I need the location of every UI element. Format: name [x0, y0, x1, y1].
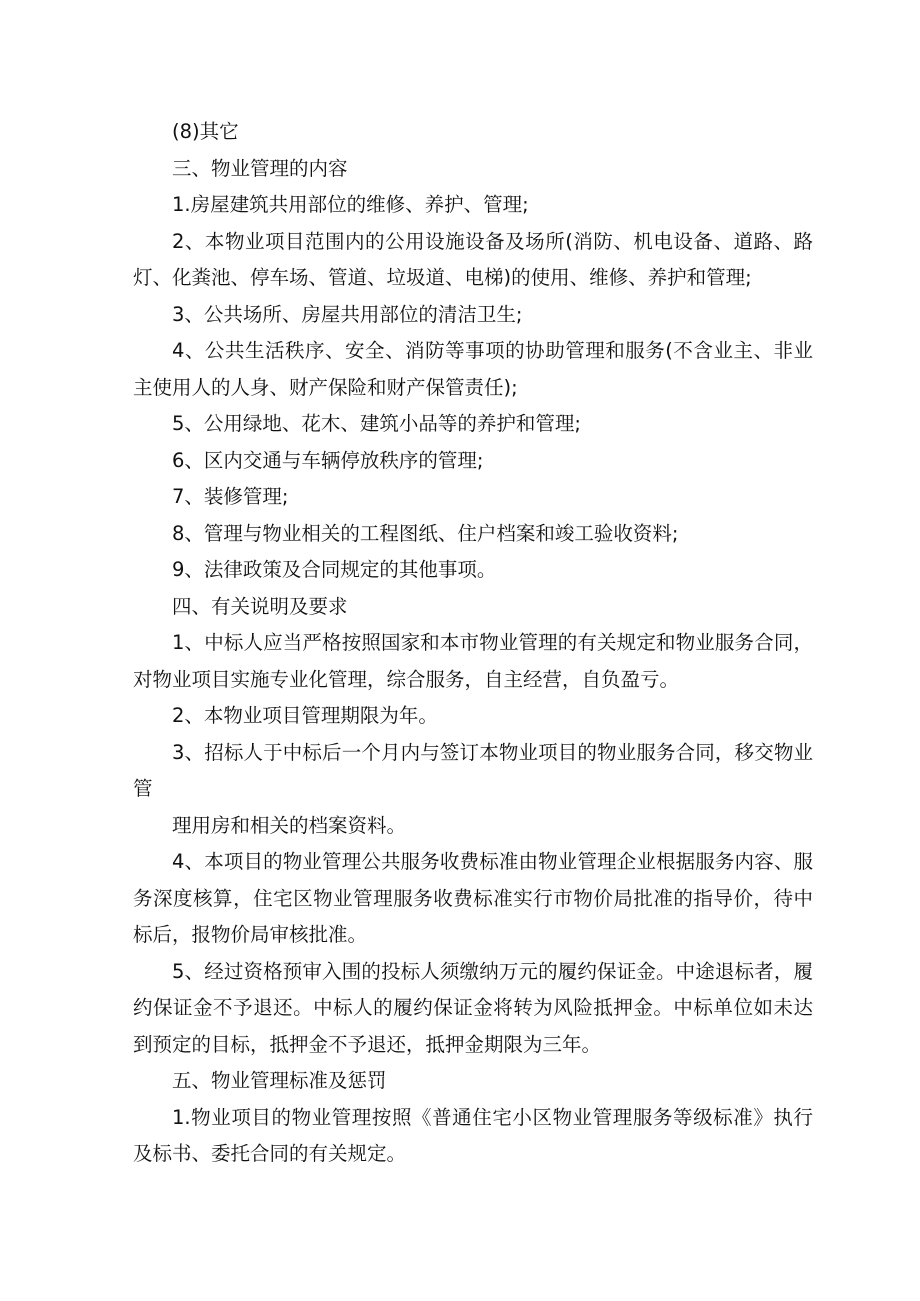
paragraph-4-2: 2、本物业项目管理期限为年。: [172, 704, 438, 727]
paragraph-4-4: 4、本项目的物业管理公共服务收费标准由物业管理企业根据服务内容、服务深度核算，住宅区物业管理服务收费标准实行市物价局批准的指导价，待中标后，报物价局审核批准。: [133, 850, 813, 946]
paragraph-4-1: 1、中标人应当严格按照国家和本市物业管理的有关规定和物业服务合同，对物业项目实施专业化管理，综合服务，自主经营，自负盈亏。: [133, 631, 813, 691]
paragraph-4-5: 5、经过资格预审入围的投标人须缴纳万元的履约保证金。中途退标者，履约保证金不予退还。中标人的履约保证金将转为风险抵押金。中标单位如未达到预定的目标，抵押金不予退还，抵押金期限为三年。: [133, 959, 813, 1056]
paragraph-3-8: 8、管理与物业相关的工程图纸、住户档案和竣工验收资料;: [172, 521, 679, 545]
paragraph-3-7: 7、装修管理;: [172, 485, 289, 508]
section-heading-4: 四、有关说明及要求: [172, 594, 348, 618]
paragraph-4-3-continued: 理用房和相关的档案资料。: [172, 813, 407, 837]
paragraph-3-3: 3、公共场所、房屋共用部位的清洁卫生;: [172, 302, 523, 326]
paragraph-item-8-other: (8)其它: [172, 120, 239, 143]
section-heading-5: 五、物业管理标准及惩罚: [172, 1069, 387, 1092]
paragraph-3-1: 1.房屋建筑共用部位的维修、养护、管理;: [172, 193, 529, 216]
paragraph-3-5: 5、公用绿地、花木、建筑小品等的养护和管理;: [172, 412, 581, 435]
paragraph-5-1: 1.物业项目的物业管理按照《普通住宅小区物业管理服务等级标准》执行及标书、委托合同的有关规定。: [133, 1105, 813, 1165]
paragraph-3-6: 6、区内交通与车辆停放秩序的管理;: [172, 448, 484, 472]
section-heading-3: 三、物业管理的内容: [172, 156, 348, 180]
paragraph-3-4: 4、公共生活秩序、安全、消防等事项的协助管理和服务(不含业主、非业主使用人的人身、财产保险和财产保管责任);: [133, 339, 813, 399]
paragraph-3-9: 9、法律政策及合同规定的其他事项。: [172, 558, 497, 581]
document-body: [133, 114, 813, 1173]
paragraph-4-3: 3、招标人于中标后一个月内与签订本物业项目的物业服务合同，移交物业管: [133, 740, 813, 800]
paragraph-3-2: 2、本物业项目范围内的公用设施设备及场所(消防、机电设备、道路、路灯、化粪池、停车场、管道、垃圾道、电梯)的使用、维修、养护和管理;: [133, 229, 813, 289]
